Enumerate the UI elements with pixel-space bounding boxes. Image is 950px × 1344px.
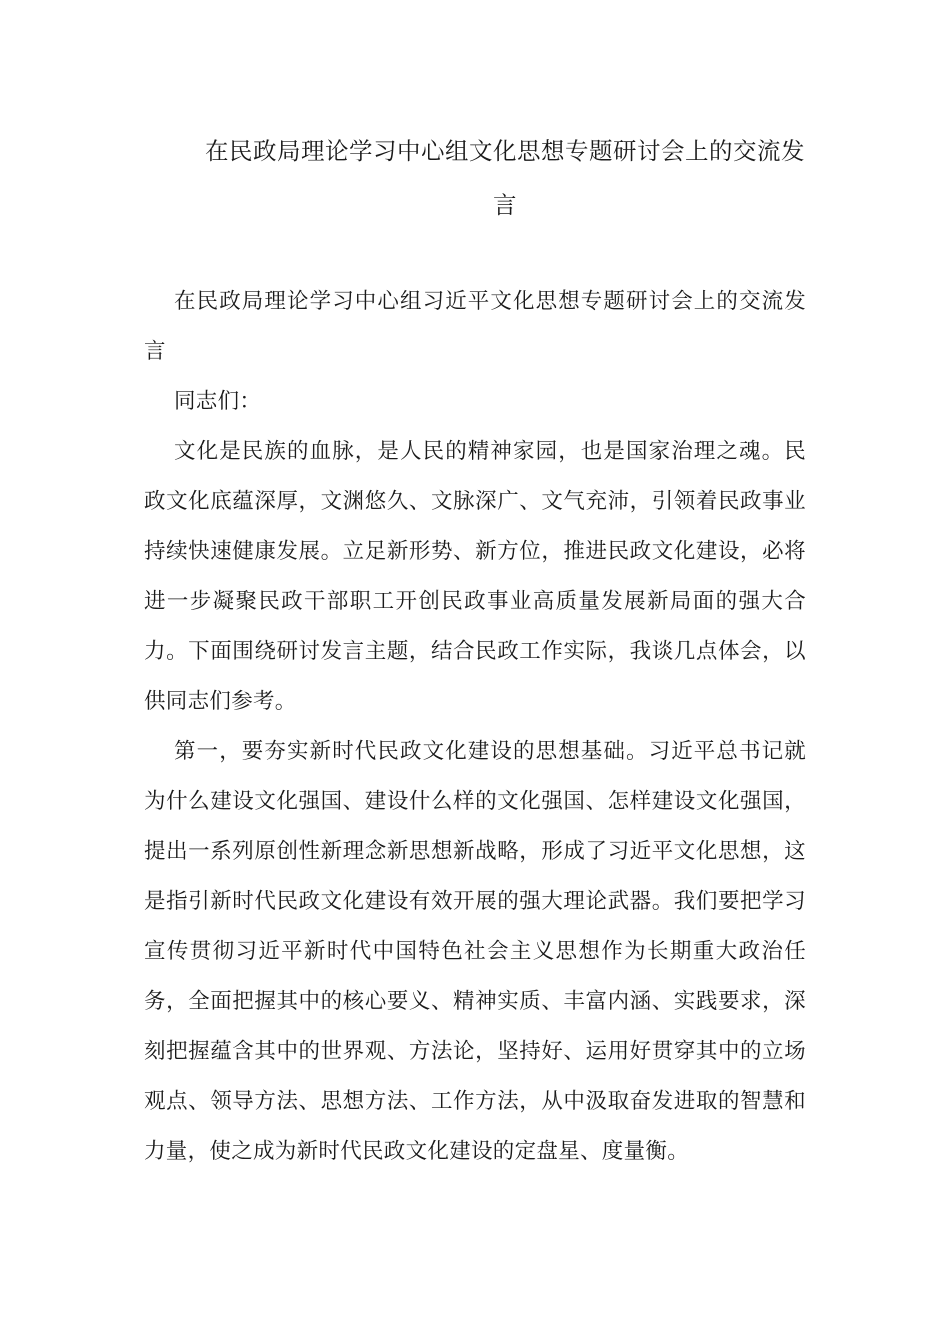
- document-body: [144, 277, 806, 1177]
- paragraph-intro: 文化是民族的血脉，是人民的精神家园，也是国家治理之魂。民政文化底蕴深厚，文渊悠久、文脉深广、文气充沛，引领着民政事业持续快速健康发展。立足新形势、新方位，推进民政文化建设，必将进一步凝聚民政干部职工开创民政事业高质量发展新局面的强大合力。下面围绕研讨发言主题，结合民政工作实际，我谈几点体会，以供同志们参考。: [144, 439, 806, 714]
- paragraph-heading-repeat: 在民政局理论学习中心组习近平文化思想专题研讨会上的交流发言: [144, 289, 806, 364]
- document-title: 在民政局理论学习中心组文化思想专题研讨会上的交流发言: [205, 137, 805, 219]
- paragraph-point-one: 第一，要夯实新时代民政文化建设的思想基础。习近平总书记就为什么建设文化强国、建设什么样的文化强国、怎样建设文化强国，提出一系列原创性新理念新思想新战略，形成了习近平文化思想，这是指引新时代民政文化建设有效开展的强大理论武器。我们要把学习宣传贯彻习近平新时代中国特色社会主义思想作为长期重大政治任务，全面把握其中的核心要义、精神实质、丰富内涵、实践要求，深刻把握蕴含其中的世界观、方法论，坚持好、运用好贯穿其中的立场观点、领导方法、思想方法、工作方法，从中汲取奋发进取的智慧和力量，使之成为新时代民政文化建设的定盘星、度量衡。: [144, 739, 806, 1164]
- paragraph-salutation: 同志们：: [174, 389, 262, 414]
